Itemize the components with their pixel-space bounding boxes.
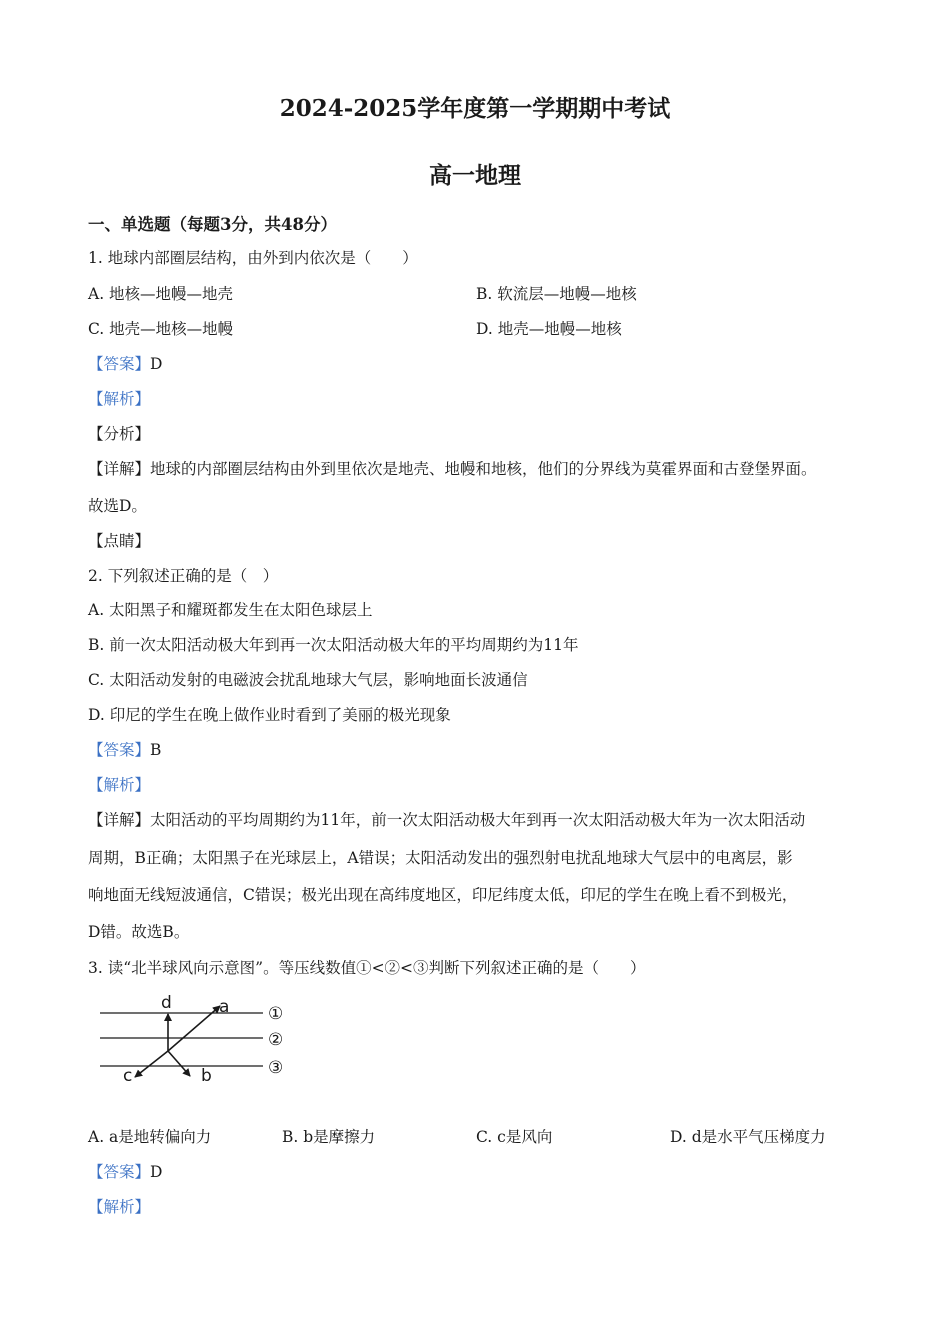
wind-direction-figure (95, 988, 305, 1088)
arrow-c (135, 1051, 168, 1077)
q2-detail-line-3: 响地面无线短波通信，C错误；极光出现在高纬度地区，印尼纬度太低，印尼的学生在晚上看不到极光， (88, 886, 798, 904)
isobar-label-2: ② (268, 1030, 284, 1050)
arrow-label-c: c (123, 1066, 133, 1086)
arrow-label-b: b (201, 1066, 212, 1086)
isobar-label-3: ③ (268, 1058, 284, 1078)
answer-value: B (150, 741, 162, 759)
q2-option-a: A. 太阳黑子和耀斑都发生在太阳色球层上 (88, 601, 373, 619)
subject-title: 高一地理 (429, 162, 521, 189)
q3-answer (88, 1162, 162, 1182)
q2-option-d: D. 印尼的学生在晚上做作业时看到了美丽的极光现象 (88, 706, 451, 724)
answer-tag: 【答案】 (88, 355, 151, 373)
answer-tag: 【答案】 (88, 741, 151, 759)
q3-analysis-tag: 【解析】 (88, 1198, 151, 1216)
q3-option-a: A. a是地转偏向力 (88, 1128, 212, 1146)
q1-option-d: D. 地壳—地幔—地核 (476, 320, 622, 338)
q2-stem: 2. 下列叙述正确的是（ ） (88, 567, 279, 585)
q1-stem: 1. 地球内部圈层结构，由外到内依次是（ ） (88, 249, 418, 267)
q1-option-b: B. 软流层—地幔—地核 (476, 285, 637, 303)
arrow-label-d: d (161, 993, 172, 1013)
q2-answer (88, 740, 161, 760)
q1-dianjing: 【点睛】 (88, 532, 151, 550)
answer-tag: 【答案】 (88, 1163, 151, 1181)
arrow-b (168, 1051, 190, 1076)
q1-analysis-tag: 【解析】 (88, 390, 151, 408)
q1-option-c: C. 地壳—地核—地幔 (88, 320, 234, 338)
q1-fenxi: 【分析】 (88, 425, 151, 443)
q3-option-b: B. b是摩擦力 (282, 1128, 376, 1146)
answer-value: D (150, 1163, 163, 1181)
q3-option-c: C. c是风向 (476, 1128, 553, 1146)
q1-detail-line-1: 【详解】地球的内部圈层结构由外到里依次是地壳、地幔和地核，他们的分界线为莫霍界面和古登堡界面。 (88, 460, 817, 478)
q3-stem: 3. 读“北半球风向示意图”。等压线数值①<②<③判断下列叙述正确的是（ ） (88, 959, 646, 977)
q3-option-d: D. d是水平气压梯度力 (670, 1128, 826, 1146)
exam-title: 2024-2025学年度第一学期期中考试 (279, 95, 671, 122)
q2-detail-line-1: 【详解】太阳活动的平均周期约为11年，前一次太阳活动极大年到再一次太阳活动极大年为一次太阳活动 (88, 811, 806, 829)
q1-detail-line-2: 故选D。 (88, 497, 147, 515)
q2-detail-line-4: D错。故选B。 (88, 923, 190, 941)
q2-analysis-tag: 【解析】 (88, 776, 151, 794)
answer-value: D (150, 355, 163, 373)
section-heading: 一、单选题（每题3分，共48分） (88, 215, 337, 234)
q2-detail-line-2: 周期，B正确；太阳黑子在光球层上，A错误；太阳活动发出的强烈射电扰乱地球大气层中的电离层，影 (88, 849, 793, 867)
q1-option-a: A. 地核—地幔—地壳 (88, 285, 234, 303)
q2-option-b: B. 前一次太阳活动极大年到再一次太阳活动极大年的平均周期约为11年 (88, 636, 579, 654)
q1-answer (88, 354, 162, 374)
q2-option-c: C. 太阳活动发射的电磁波会扰乱地球大气层，影响地面长波通信 (88, 671, 528, 689)
arrow-label-a: a (219, 997, 230, 1017)
isobar-label-1: ① (268, 1004, 284, 1024)
